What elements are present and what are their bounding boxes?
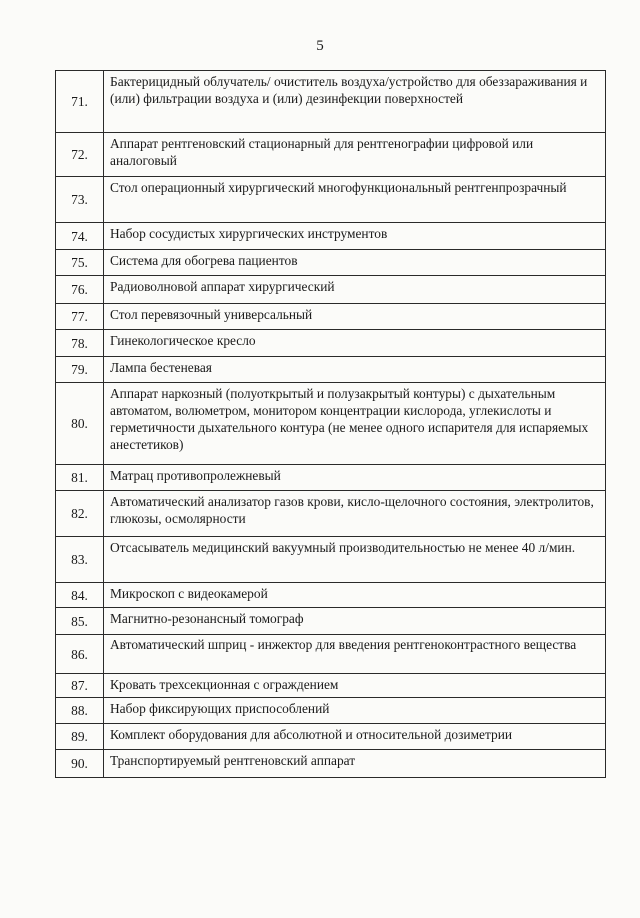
page-number: 5: [316, 38, 324, 54]
table-row: [56, 608, 606, 635]
row-number: 79.: [56, 357, 104, 383]
table-row: [56, 177, 606, 223]
row-text: Набор фиксирующих приспособлений: [104, 698, 606, 724]
table-row: [56, 491, 606, 537]
row-number: 82.: [56, 491, 104, 537]
row-text: Аппарат наркозный (полуоткрытый и полузакрытый контуры) с дыхательным автоматом, волюметром, монитором концентрации кислорода, углекислоты и герметичности дыхательного контура (не менее одного испарителя для испаряемых анестетиков): [104, 383, 606, 465]
row-text: Стол операционный хирургический многофункциональный рентгенпрозрачный: [104, 177, 606, 223]
row-number: 71.: [56, 71, 104, 133]
row-number: 81.: [56, 465, 104, 491]
table-row: [56, 71, 606, 133]
row-text: Система для обогрева пациентов: [104, 250, 606, 276]
row-number: 76.: [56, 276, 104, 304]
table-row: [56, 674, 606, 698]
row-number: 85.: [56, 608, 104, 635]
row-text: Автоматический анализатор газов крови, кисло-щелочного состояния, электролитов, глюкозы, осмолярности: [104, 491, 606, 537]
row-number: 77.: [56, 304, 104, 330]
table-row: [56, 276, 606, 304]
row-number: 83.: [56, 537, 104, 583]
table-row: [56, 750, 606, 778]
row-text: Радиоволновой аппарат хирургический: [104, 276, 606, 304]
row-number: 86.: [56, 635, 104, 674]
table-row: [56, 304, 606, 330]
row-text: Аппарат рентгеновский стационарный для рентгенографии цифровой или аналоговый: [104, 133, 606, 177]
table-row: [56, 465, 606, 491]
row-text: Комплект оборудования для абсолютной и относительной дозиметрии: [104, 724, 606, 750]
row-number: 78.: [56, 330, 104, 357]
row-text: Автоматический шприц - инжектор для введения рентгеноконтрастного вещества: [104, 635, 606, 674]
row-number: 80.: [56, 383, 104, 465]
row-number: 87.: [56, 674, 104, 698]
table-row: [56, 698, 606, 724]
row-number: 84.: [56, 583, 104, 608]
row-text: Гинекологическое кресло: [104, 330, 606, 357]
row-number: 89.: [56, 724, 104, 750]
table-row: [56, 383, 606, 465]
row-text: Микроскоп с видеокамерой: [104, 583, 606, 608]
row-number: 88.: [56, 698, 104, 724]
row-number: 72.: [56, 133, 104, 177]
row-text: Бактерицидный облучатель/ очиститель воздуха/устройство для обеззараживания и (или) фильтрации воздуха и (или) дезинфекции поверхностей: [104, 71, 606, 133]
row-number: 75.: [56, 250, 104, 276]
row-text: Транспортируемый рентгеновский аппарат: [104, 750, 606, 778]
row-text: Набор сосудистых хирургических инструментов: [104, 223, 606, 250]
table-row: [56, 635, 606, 674]
table-row: [56, 330, 606, 357]
equipment-table: [55, 70, 606, 778]
row-text: Кровать трехсекционная с ограждением: [104, 674, 606, 698]
row-number: 73.: [56, 177, 104, 223]
row-number: 74.: [56, 223, 104, 250]
row-text: Лампа бестеневая: [104, 357, 606, 383]
table-row: [56, 223, 606, 250]
row-text: Магнитно-резонансный томограф: [104, 608, 606, 635]
table-row: [56, 357, 606, 383]
table-row: [56, 133, 606, 177]
table-row: [56, 583, 606, 608]
row-text: Отсасыватель медицинский вакуумный производительностью не менее 40 л/мин.: [104, 537, 606, 583]
row-text: Матрац противопролежневый: [104, 465, 606, 491]
table-row: [56, 537, 606, 583]
table-row: [56, 250, 606, 276]
table-row: [56, 724, 606, 750]
row-number: 90.: [56, 750, 104, 778]
row-text: Стол перевязочный универсальный: [104, 304, 606, 330]
